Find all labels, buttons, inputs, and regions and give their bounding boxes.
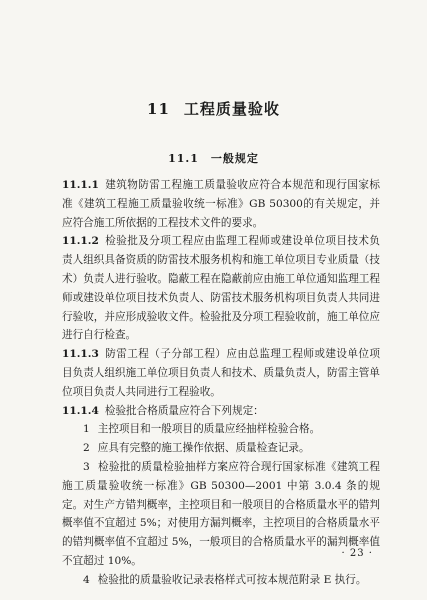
chapter-title (0, 98, 427, 119)
list-item-text: 主控项目和一般项目的质量应经抽样检验合格。 (97, 423, 321, 436)
section-title (0, 150, 427, 166)
list-item (62, 458, 380, 571)
list-item-number: 1 (83, 423, 90, 436)
list-item (62, 420, 380, 439)
clause-number: 11.1.4 (62, 404, 99, 417)
list-item-text: 检验批的质量检验抽样方案应符合现行国家标准《建筑工程施工质量验收统一标准》GB 50300—2001 中第 3.0.4 条的规定。对生产方错判概率，主控项目和一般项目的合格质量水平的错判概率值不宜超过 5%；对使用方漏判概率，主控项目的合格质量水平的错判概率值不宜超过 5%，一般项目的合格质量水平的漏判概率值不宜超过 10%。 (62, 460, 380, 567)
chapter-title-text: 工程质量验收 (183, 100, 280, 118)
chapter-number: 11 (147, 100, 170, 118)
list-item-text: 应具有完整的施工操作依据、质量检查记录。 (97, 442, 310, 455)
clause-11-1-2 (62, 232, 380, 345)
clause-number: 11.1.3 (62, 348, 99, 361)
clause-text: 检验批合格质量应符合下列规定： (104, 404, 264, 417)
list-item-number: 4 (83, 573, 90, 586)
clause-text: 检验批及分项工程应由监理工程师或建设单位项目技术负责人组织具备资质的防雷技术服务机构和施工单位项目专业质量（技术）负责人进行验收。隐蔽工程在隐蔽前应由施工单位通知监理工程师或建设单位项目技术负责人、防雷技术服务机构项目负责人共同进行验收，并应形成验收文件。检验批及分项工程验收前，施工单位应进行自行检查。 (62, 235, 380, 342)
list-item (62, 439, 380, 458)
page-number: · 23 · (341, 548, 373, 559)
clause-text: 建筑物防雷工程施工质量验收应符合本规范和现行国家标准《建筑工程施工质量验收统一标准》GB 50300的有关规定，并应符合施工所依据的工程技术文件的要求。 (62, 179, 380, 229)
clause-number: 11.1.2 (62, 235, 99, 248)
list-item-number: 2 (83, 442, 90, 455)
document-body (62, 176, 380, 590)
list-item-text: 检验批的质量验收记录表格样式可按本规范附录 E 执行。 (97, 573, 367, 586)
clause-number: 11.1.1 (62, 179, 99, 191)
clause-text: 防雷工程（子分部工程）应由总监理工程师或建设单位项目负责人组织施工单位项目负责人和技术、质量负责人，防雷主管单位项目负责人共同进行工程验收。 (62, 348, 380, 398)
clause-11-1-1 (62, 176, 380, 232)
clause-11-1-4 (62, 402, 380, 421)
clause-11-1-3 (62, 345, 380, 401)
section-number: 11.1 (168, 152, 199, 165)
list-item (62, 571, 380, 590)
list-item-number: 3 (83, 460, 90, 473)
section-title-text: 一般规定 (210, 152, 259, 165)
